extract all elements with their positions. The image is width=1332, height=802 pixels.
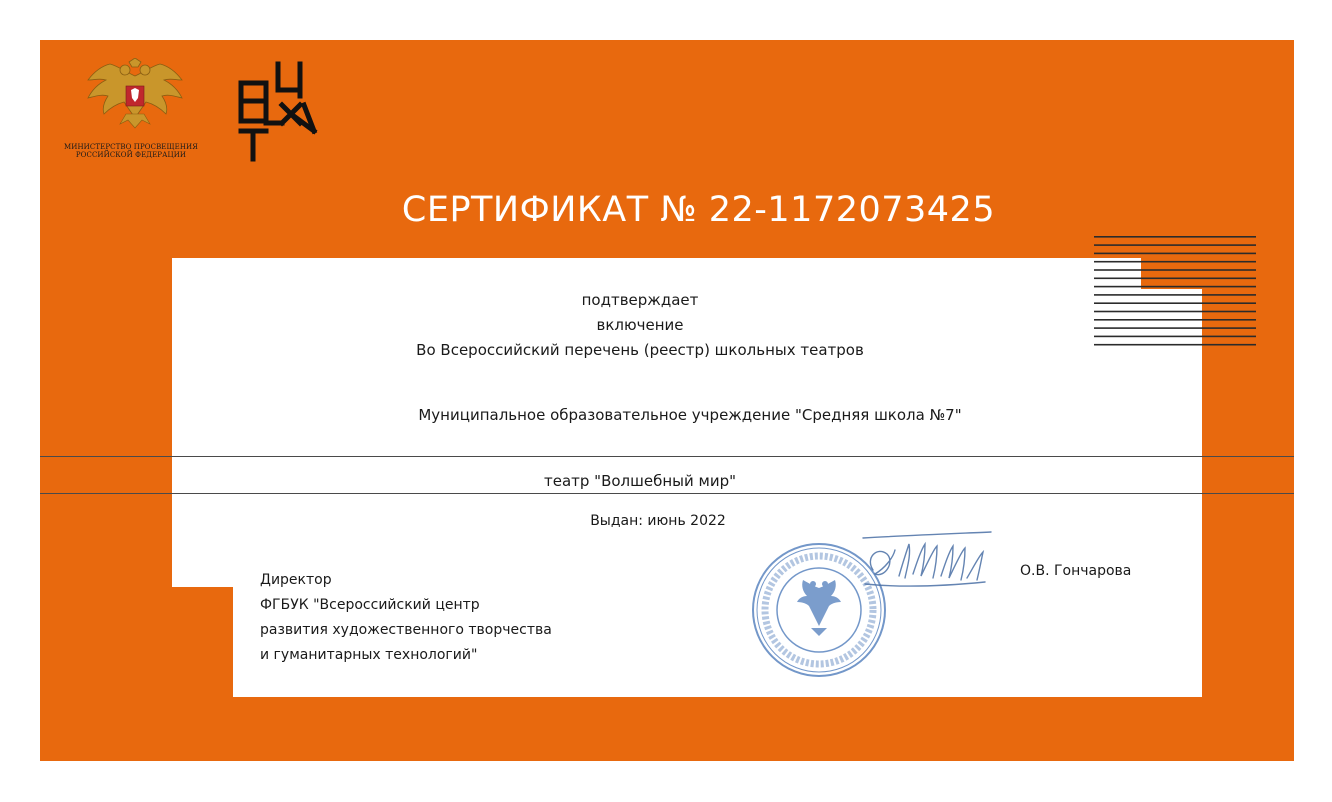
theatre-name: театр "Волшебный мир" bbox=[544, 472, 736, 490]
decorative-stripes bbox=[1094, 236, 1256, 352]
divider-bottom bbox=[40, 493, 1294, 494]
registry-text: Во Всероссийский перечень (реестр) школьных театров bbox=[416, 341, 864, 359]
institution-name: Муниципальное образовательное учреждение "Средняя школа №7" bbox=[418, 406, 962, 424]
ministry-line-1: МИНИСТЕРСТВО ПРОСВЕЩЕНИЯ bbox=[64, 143, 198, 151]
vcht-logo-icon bbox=[238, 61, 318, 163]
director-line: ФГБУК "Всероссийский центр bbox=[260, 597, 480, 613]
director-line: и гуманитарных технологий" bbox=[260, 647, 478, 663]
director-line: развития художественного творчества bbox=[260, 622, 552, 638]
signer-name: О.В. Гончарова bbox=[1020, 563, 1132, 579]
inclusion-text: включение bbox=[596, 316, 684, 334]
divider-top bbox=[40, 456, 1294, 457]
director-line: Директор bbox=[260, 572, 332, 588]
ministry-line-2: РОССИЙСКОЙ ФЕДЕРАЦИИ bbox=[75, 151, 187, 159]
certificate-title: СЕРТИФИКАТ № 22-1172073425 bbox=[401, 190, 996, 230]
director-block bbox=[260, 568, 552, 668]
russian-emblem-icon bbox=[80, 58, 190, 138]
confirms-text: подтверждает bbox=[581, 291, 699, 309]
ministry-caption bbox=[52, 143, 210, 159]
issue-date: Выдан: июнь 2022 bbox=[590, 513, 726, 529]
signature-icon bbox=[855, 528, 995, 598]
